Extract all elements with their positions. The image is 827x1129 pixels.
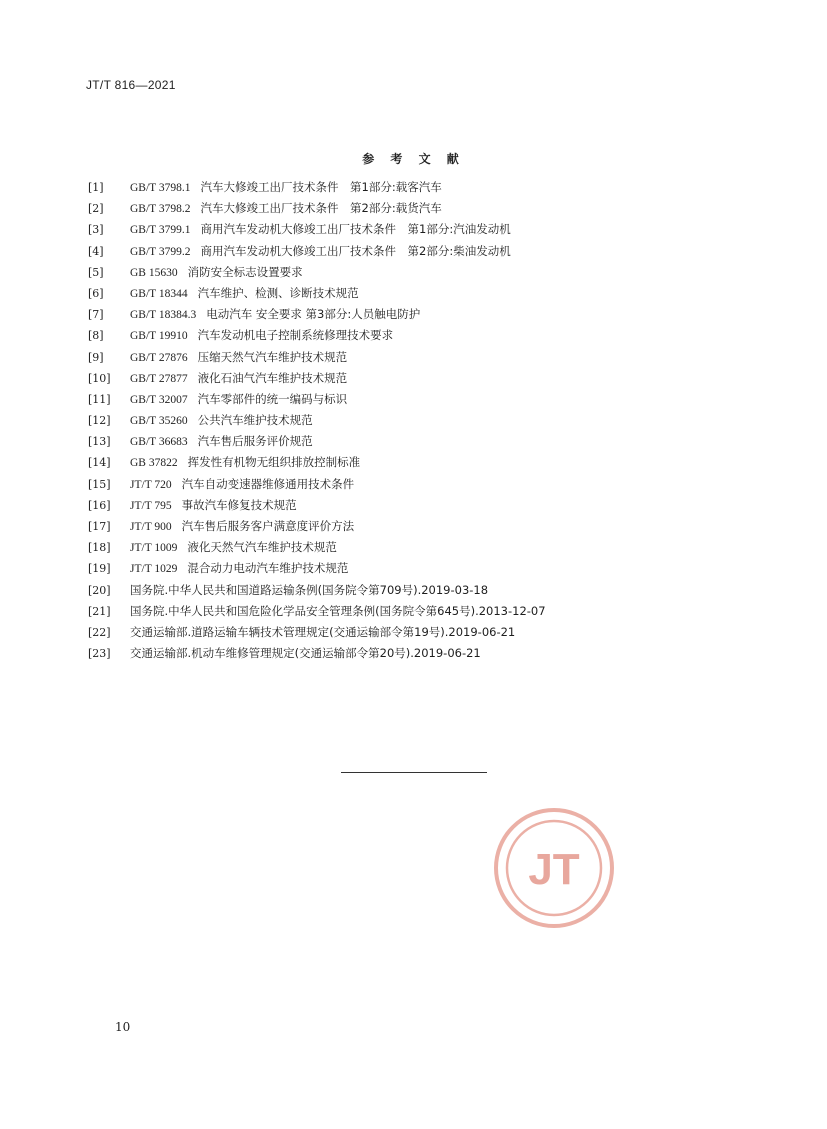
reference-number: [14]	[88, 456, 111, 470]
reference-code: JT/T 1009	[130, 542, 178, 555]
reference-number: [4]	[88, 244, 104, 258]
reference-number: [3]	[88, 223, 104, 237]
reference-title: 汽车大修竣工出厂技术条件 第2部分:载货汽车	[200, 201, 442, 216]
reference-title: 压缩天然气汽车维护技术规范	[197, 349, 348, 364]
reference-number: [16]	[88, 498, 111, 512]
reference-code: JT/T 720	[130, 478, 172, 491]
reference-title: 汽车售后服务客户满意度评价方法	[181, 519, 355, 533]
reference-item	[88, 219, 748, 240]
reference-code: GB/T 3799.2	[130, 245, 191, 258]
reference-item	[88, 516, 748, 537]
reference-item	[88, 283, 748, 304]
reference-title: 商用汽车发动机大修竣工出厂技术条件 第2部分:柴油发动机	[200, 243, 511, 258]
reference-title: 汽车零部件的统一编码与标识	[197, 391, 348, 406]
standard-number-header: JT/T 816—2021	[86, 78, 176, 92]
reference-code: GB/T 18384.3	[130, 309, 197, 322]
reference-item	[88, 431, 748, 452]
reference-number: [2]	[88, 202, 104, 216]
reference-title: 汽车售后服务评价规范	[197, 434, 313, 449]
reference-item	[88, 452, 748, 473]
reference-code: JT/T 900	[130, 521, 172, 533]
reference-code: GB/T 3798.2	[130, 203, 191, 216]
reference-code: GB/T 19910	[130, 330, 188, 343]
reference-code: GB/T 35260	[130, 415, 188, 428]
reference-item	[88, 622, 748, 643]
reference-item	[88, 347, 748, 368]
references-title: 参 考 文 献	[362, 152, 465, 166]
reference-number: [9]	[88, 350, 104, 364]
reference-item	[88, 198, 748, 219]
reference-number: [20]	[88, 583, 111, 597]
reference-title: 汽车维护、检测、诊断技术规范	[197, 285, 359, 300]
reference-title: 商用汽车发动机大修竣工出厂技术条件 第1部分:汽油发动机	[200, 222, 511, 237]
reference-title: 汽车发动机电子控制系统修理技术要求	[197, 328, 394, 343]
reference-title: 液化石油气汽车维护技术规范	[197, 370, 348, 385]
reference-code: GB/T 3798.1	[130, 182, 191, 194]
reference-number: [11]	[88, 392, 111, 406]
reference-item	[88, 474, 748, 495]
reference-code: GB/T 36683	[130, 436, 188, 449]
reference-title: 电动汽车 安全要求 第3部分:人员触电防护	[206, 307, 421, 322]
reference-number: [13]	[88, 435, 111, 449]
reference-code: GB/T 18344	[130, 287, 188, 300]
reference-number: [12]	[88, 414, 111, 428]
reference-code: GB/T 3799.1	[130, 224, 191, 237]
reference-item	[88, 368, 748, 389]
reference-number: [17]	[88, 520, 111, 533]
reference-item	[88, 262, 748, 283]
reference-item	[88, 558, 748, 579]
reference-title: 挥发性有机物无组织排放控制标准	[187, 455, 361, 470]
reference-list	[88, 177, 748, 664]
end-divider-line	[341, 772, 487, 773]
reference-number: [6]	[88, 286, 104, 300]
reference-number: [22]	[88, 625, 111, 639]
reference-item	[88, 304, 748, 325]
reference-number: [10]	[88, 371, 111, 385]
reference-item	[88, 325, 748, 346]
reference-code: GB 15630	[130, 266, 178, 279]
reference-number: [8]	[88, 329, 104, 343]
reference-item	[88, 241, 748, 262]
reference-number: [1]	[88, 181, 104, 194]
reference-item	[88, 389, 748, 410]
page-number: 10	[115, 1020, 131, 1034]
reference-number: [18]	[88, 541, 111, 555]
reference-number: [19]	[88, 562, 111, 576]
reference-item	[88, 601, 748, 622]
reference-item	[88, 580, 748, 601]
reference-title: 混合动力电动汽车维护技术规范	[187, 561, 349, 576]
reference-title: 国务院.中华人民共和国道路运输条例(国务院令第709号).2019-03-18	[130, 582, 489, 597]
reference-code: JT/T 1029	[130, 563, 178, 576]
reference-title: 汽车自动变速器维修通用技术条件	[181, 476, 355, 491]
reference-item	[88, 537, 748, 558]
reference-code: GB/T 27876	[130, 351, 188, 364]
reference-title: 液化天然气汽车维护技术规范	[187, 540, 337, 555]
reference-code: GB/T 32007	[130, 393, 188, 406]
reference-code: JT/T 795	[130, 499, 172, 512]
reference-number: [21]	[88, 604, 111, 618]
reference-title: 公共汽车维护技术规范	[197, 413, 313, 428]
reference-code: GB 37822	[130, 457, 178, 470]
jt-seal-logo	[492, 806, 616, 930]
reference-number: [7]	[88, 308, 104, 322]
reference-title: 事故汽车修复技术规范	[181, 497, 297, 512]
reference-number: [5]	[88, 265, 104, 279]
reference-code: GB/T 27877	[130, 372, 188, 385]
reference-item	[88, 643, 748, 664]
reference-number: [15]	[88, 477, 111, 491]
reference-title: 交通运输部.道路运输车辆技术管理规定(交通运输部令第19号).2019-06-21	[130, 624, 516, 639]
reference-item	[88, 495, 748, 516]
svg-text:JT: JT	[528, 845, 580, 894]
reference-item	[88, 410, 748, 431]
reference-title: 消防安全标志设置要求	[187, 264, 303, 279]
reference-item	[88, 177, 748, 198]
reference-title: 国务院.中华人民共和国危险化学品安全管理条例(国务院令第645号).2013-12-07	[130, 603, 546, 618]
reference-number: [23]	[88, 647, 111, 661]
reference-title: 交通运输部.机动车维修管理规定(交通运输部令第20号).2019-06-21	[130, 646, 481, 661]
reference-title: 汽车大修竣工出厂技术条件 第1部分:载客汽车	[200, 180, 442, 194]
